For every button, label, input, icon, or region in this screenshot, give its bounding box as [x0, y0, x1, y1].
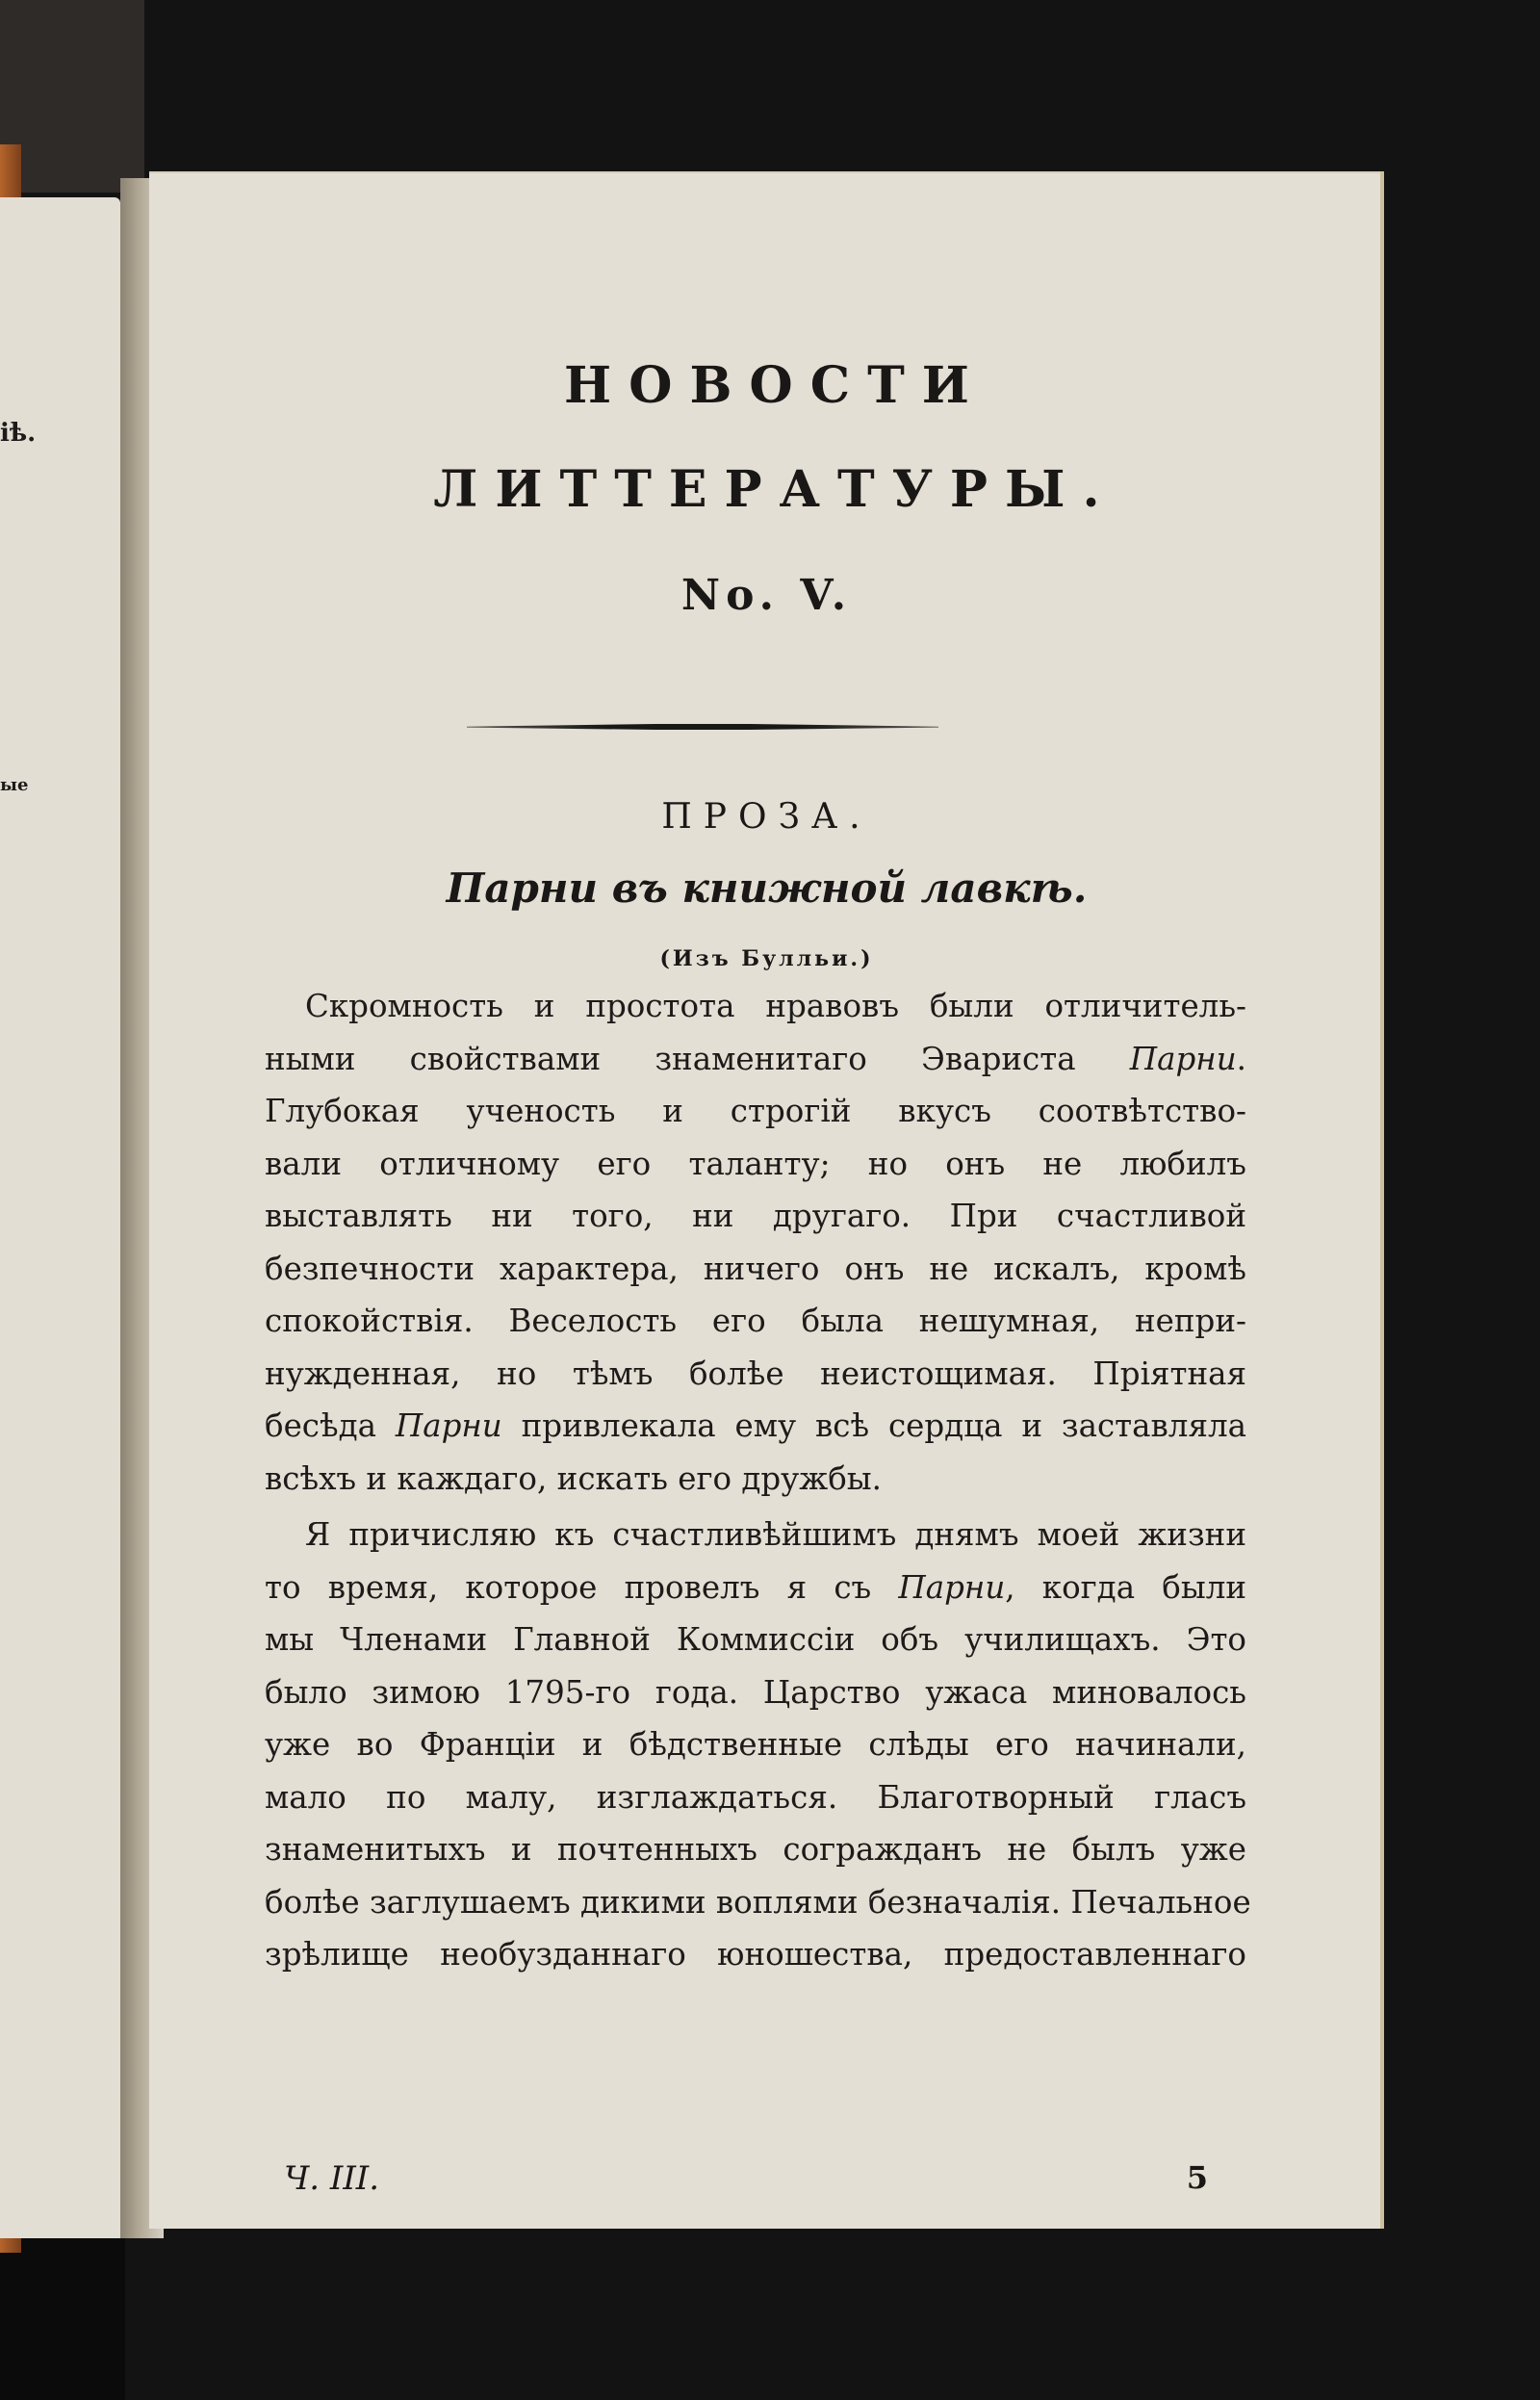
article-title: Парни въ книжной лавкѣ. — [446, 865, 1088, 912]
text-line: было зимою 1795-го года. Царство ужаса миновалось — [265, 1673, 1246, 1711]
decorative-rule — [467, 724, 938, 730]
text-line: мало по малу, изглаждаться. Благотворный гласъ — [265, 1778, 1246, 1816]
text-line: бесѣда Парни привлекала ему всѣ сердца и заставляла — [265, 1407, 1246, 1444]
text-line: спокойствія. Веселость его была нешумная, непри- — [265, 1303, 1246, 1339]
book-cover-bottom — [0, 2233, 125, 2400]
text-line: зрѣлище необузданнаго юношества, предоставленнаго — [265, 1936, 1246, 1973]
text-line: уже во Франціи и бѣдственные слѣды его начинали, — [265, 1726, 1246, 1763]
journal-title-line-1: НОВОСТИ — [564, 356, 987, 415]
text-line: ными свойствами знаменитаго Эвариста Парни. — [265, 1040, 1246, 1077]
text-line: вали отличному его таланту; но онъ не любилъ — [265, 1145, 1246, 1182]
facing-page — [0, 197, 120, 2238]
text-line: Я причисляю къ счастливѣйшимъ днямъ моей жизни — [305, 1516, 1246, 1553]
text-line: всѣхъ и каждаго, искать его дружбы. — [265, 1459, 882, 1497]
emphasized-name: Парни — [898, 1568, 1006, 1606]
volume-signature: Ч. III. — [284, 2159, 379, 2198]
paragraph — [265, 1509, 1251, 1981]
text-line: то время, которое провелъ я съ Парни, когда были — [265, 1568, 1246, 1606]
page-footer — [265, 2159, 1246, 2198]
journal-title-line-2: ЛИТТЕРАТУРЫ. — [433, 460, 1117, 519]
issue-number: No. V. — [680, 571, 853, 620]
text-line: нужденная, но тѣмъ болѣе неистощимая. Пріятная — [265, 1355, 1246, 1392]
book-page — [149, 171, 1384, 2229]
text-line: болѣе заглушаемъ дикими воплями безначалія. Печальное — [265, 1883, 1251, 1921]
facing-page-fragment: іѣ. — [0, 419, 37, 448]
facing-page-fragment: ые — [0, 775, 29, 795]
text-line: безпечности характера, ничего онъ не искалъ, кромѣ — [265, 1250, 1246, 1287]
text-line: Скромность и простота нравовъ были отличитель- — [305, 988, 1246, 1024]
section-heading: ПРОЗА. — [661, 797, 872, 837]
text-line: мы Членами Главной Коммиссіи объ училищахъ. Это — [265, 1621, 1246, 1658]
paragraph — [265, 980, 1246, 1505]
emphasized-name: Парни — [1129, 1040, 1237, 1077]
article-source: (Изъ Булльи.) — [659, 946, 874, 971]
emphasized-name: Парни — [395, 1407, 502, 1444]
text-line: Глубокая ученость и строгій вкусъ соотвѣтство- — [265, 1093, 1246, 1129]
text-line: выставлять ни того, ни другаго. При счастливой — [265, 1198, 1246, 1234]
page-number: 5 — [1186, 2159, 1208, 2196]
article-body — [265, 980, 1251, 1981]
text-line: знаменитыхъ и почтенныхъ согражданъ не былъ уже — [265, 1831, 1246, 1868]
book-cover-edge — [0, 0, 144, 193]
